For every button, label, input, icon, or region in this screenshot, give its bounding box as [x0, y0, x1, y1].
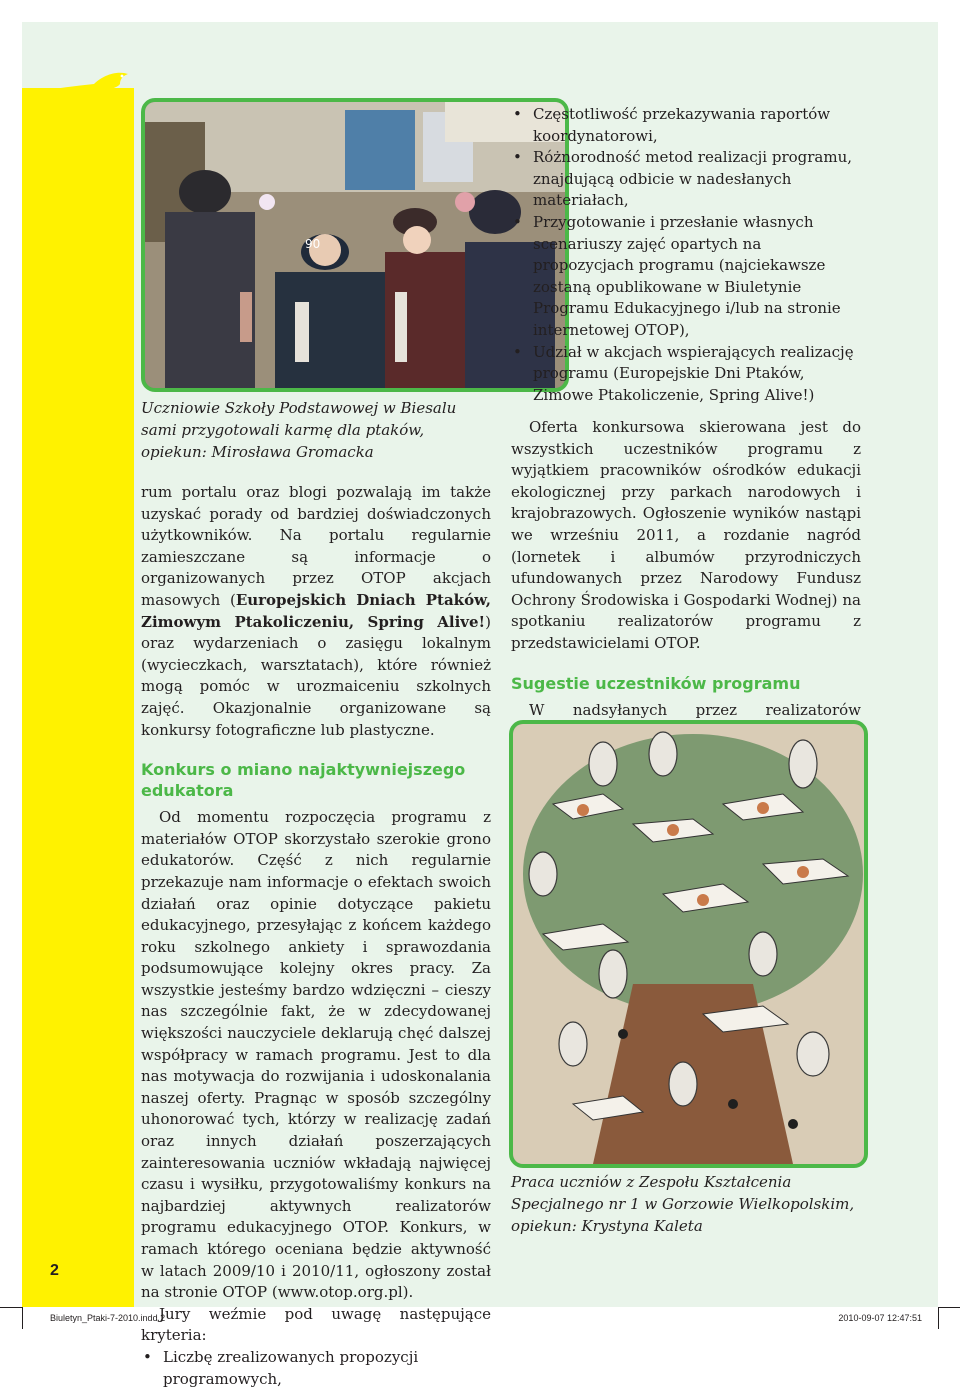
- photo-caption-students: Uczniowie Szkoły Podstawowej w Biesalu sami przygotowali karmę dla ptaków, opiekun: Mirosława Gromacka: [141, 399, 457, 461]
- hat-number-label: 90: [305, 237, 321, 251]
- bold-campaigns: Europejskich Dniach Ptaków, Zimowym Ptakoliczeniu, Spring Alive!: [141, 590, 491, 631]
- photo-student-bird-artwork: [509, 720, 868, 1168]
- list-item: • Liczbę zrealizowanych propozycji programowych,: [141, 1347, 491, 1390]
- yellow-margin-band: [22, 88, 134, 1307]
- heading-suggestions: Sugestie uczestników programu: [511, 673, 801, 693]
- criteria-list-right: [511, 104, 861, 406]
- list-item: • Różnorodność metod realizacji programu, znajdującą odbicie w nadesłanych materiałach,: [511, 147, 861, 212]
- paragraph-suggestions: W nadsyłanych przez realizatorów: [529, 700, 861, 719]
- paragraph-contest: Od momentu rozpoczęcia programu z materiałów OTOP skorzystało szerokie grono edukatorów. Część z nich regularnie przekazuje nam informacje o efektach swoich działań oraz opinie dotyczące pakietu edukacyjnego, przesyłając z końcem każdego roku szkolnego ankiety i sprawozdania podsumowujące kolejny okres pracy. Za wszystkie jesteśmy bardzo wdzięczni – cieszy nas szczególnie fakt, że w zdecydowanej większości nauczyciele deklarują chęć dalszej współpracy w ramach programu. Jest to dla nas motywacja do rozwijania i udoskonalania naszej oferty. Pragnąc w sposób szczególny uhonorować tych, którzy w realizację zadań oraz innych działań poszerzających zainteresowania uczniów wkładają najwięcej czasu i wysiłku, przygotowaliśmy konkurs na najbardziej aktywnych realizatorów programu edukacyjnego OTOP. Konkurs, w ramach którego oceniana będzie aktywność w latach 2009/10 i 2010/11, ogłoszony został na stronie OTOP (www.otop.org.pl).: [141, 808, 491, 1302]
- crop-mark: [0, 1307, 22, 1308]
- photo-caption-artwork: Praca uczniów z Zespołu Kształcenia Specjalnego nr 1 w Gorzowie Wielkopolskim, opiekun: Krystyna Kaleta: [511, 1173, 855, 1235]
- page-number: 2: [50, 1262, 59, 1279]
- list-item: • Przygotowanie i przesłanie własnych scenariuszy zajęć opartych na propozycjach programu (najciekawsze zostaną opublikowane w Biuletynie Programu Edukacyjnego i/lub na stronie internetowej OTOP),: [511, 212, 861, 342]
- left-column: [141, 482, 491, 1390]
- right-column-criteria: [511, 104, 861, 406]
- heading-contest: Konkurs o miano najaktywniejszego edukatora: [141, 760, 466, 801]
- list-item: • Udział w akcjach wspierających realizację programu (Europejskie Dni Ptaków, Zimowe Ptakoliczenie, Spring Alive!): [511, 342, 861, 407]
- paragraph-portal: rum portalu oraz blogi pozwalają im także uzyskać porady od bardziej doświadczonych użytkowników. Na portalu regularnie zamieszczane są informacje o organizowanych przez OTOP akcjach masowych (Europejskich Dniach Ptaków, Zimowym Ptakoliczeniu, Spring Alive!) oraz wydarzeniach o zasięgu lokalnym (wycieczkach, warsztatach), które również mogą pomóc w urozmaiceniu szkolnych zajęć. Okazjonalnie organizowane są konkursy fotograficzne lub plastyczne.: [141, 483, 491, 739]
- crop-mark: [22, 1307, 23, 1329]
- crop-mark: [938, 1307, 960, 1308]
- footer-file-name: Biuletyn_Ptaki-7-2010.indd 2: [50, 1313, 166, 1323]
- bird-logo-icon: [36, 66, 132, 96]
- crop-mark: [938, 1307, 939, 1329]
- criteria-list-left: [141, 1347, 491, 1390]
- footer-timestamp: 2010-09-07 12:47:51: [838, 1313, 922, 1323]
- photo-students-bird-feeders: [141, 98, 569, 392]
- paragraph-offer: Oferta konkursowa skierowana jest do wszystkich uczestników programu z wyjątkiem pracowników ośrodków edukacji ekologicznej przy parkach narodowych i krajobrazowych. Ogłoszenie wyników nastąpi we wrześniu 2011, a rozdanie nagród (lornetek i albumów przyrodniczych ufundowanych przez Narodowy Fundusz Ochrony Środowiska i Gospodarki Wodnej) na spotkaniu realizatorów programu z przedstawicielami OTOP.: [511, 418, 861, 652]
- paragraph-jury: Jury weźmie pod uwagę następujące kryteria:: [141, 1304, 491, 1345]
- list-item: • Częstotliwość przekazywania raportów koordynatorowi,: [511, 104, 861, 147]
